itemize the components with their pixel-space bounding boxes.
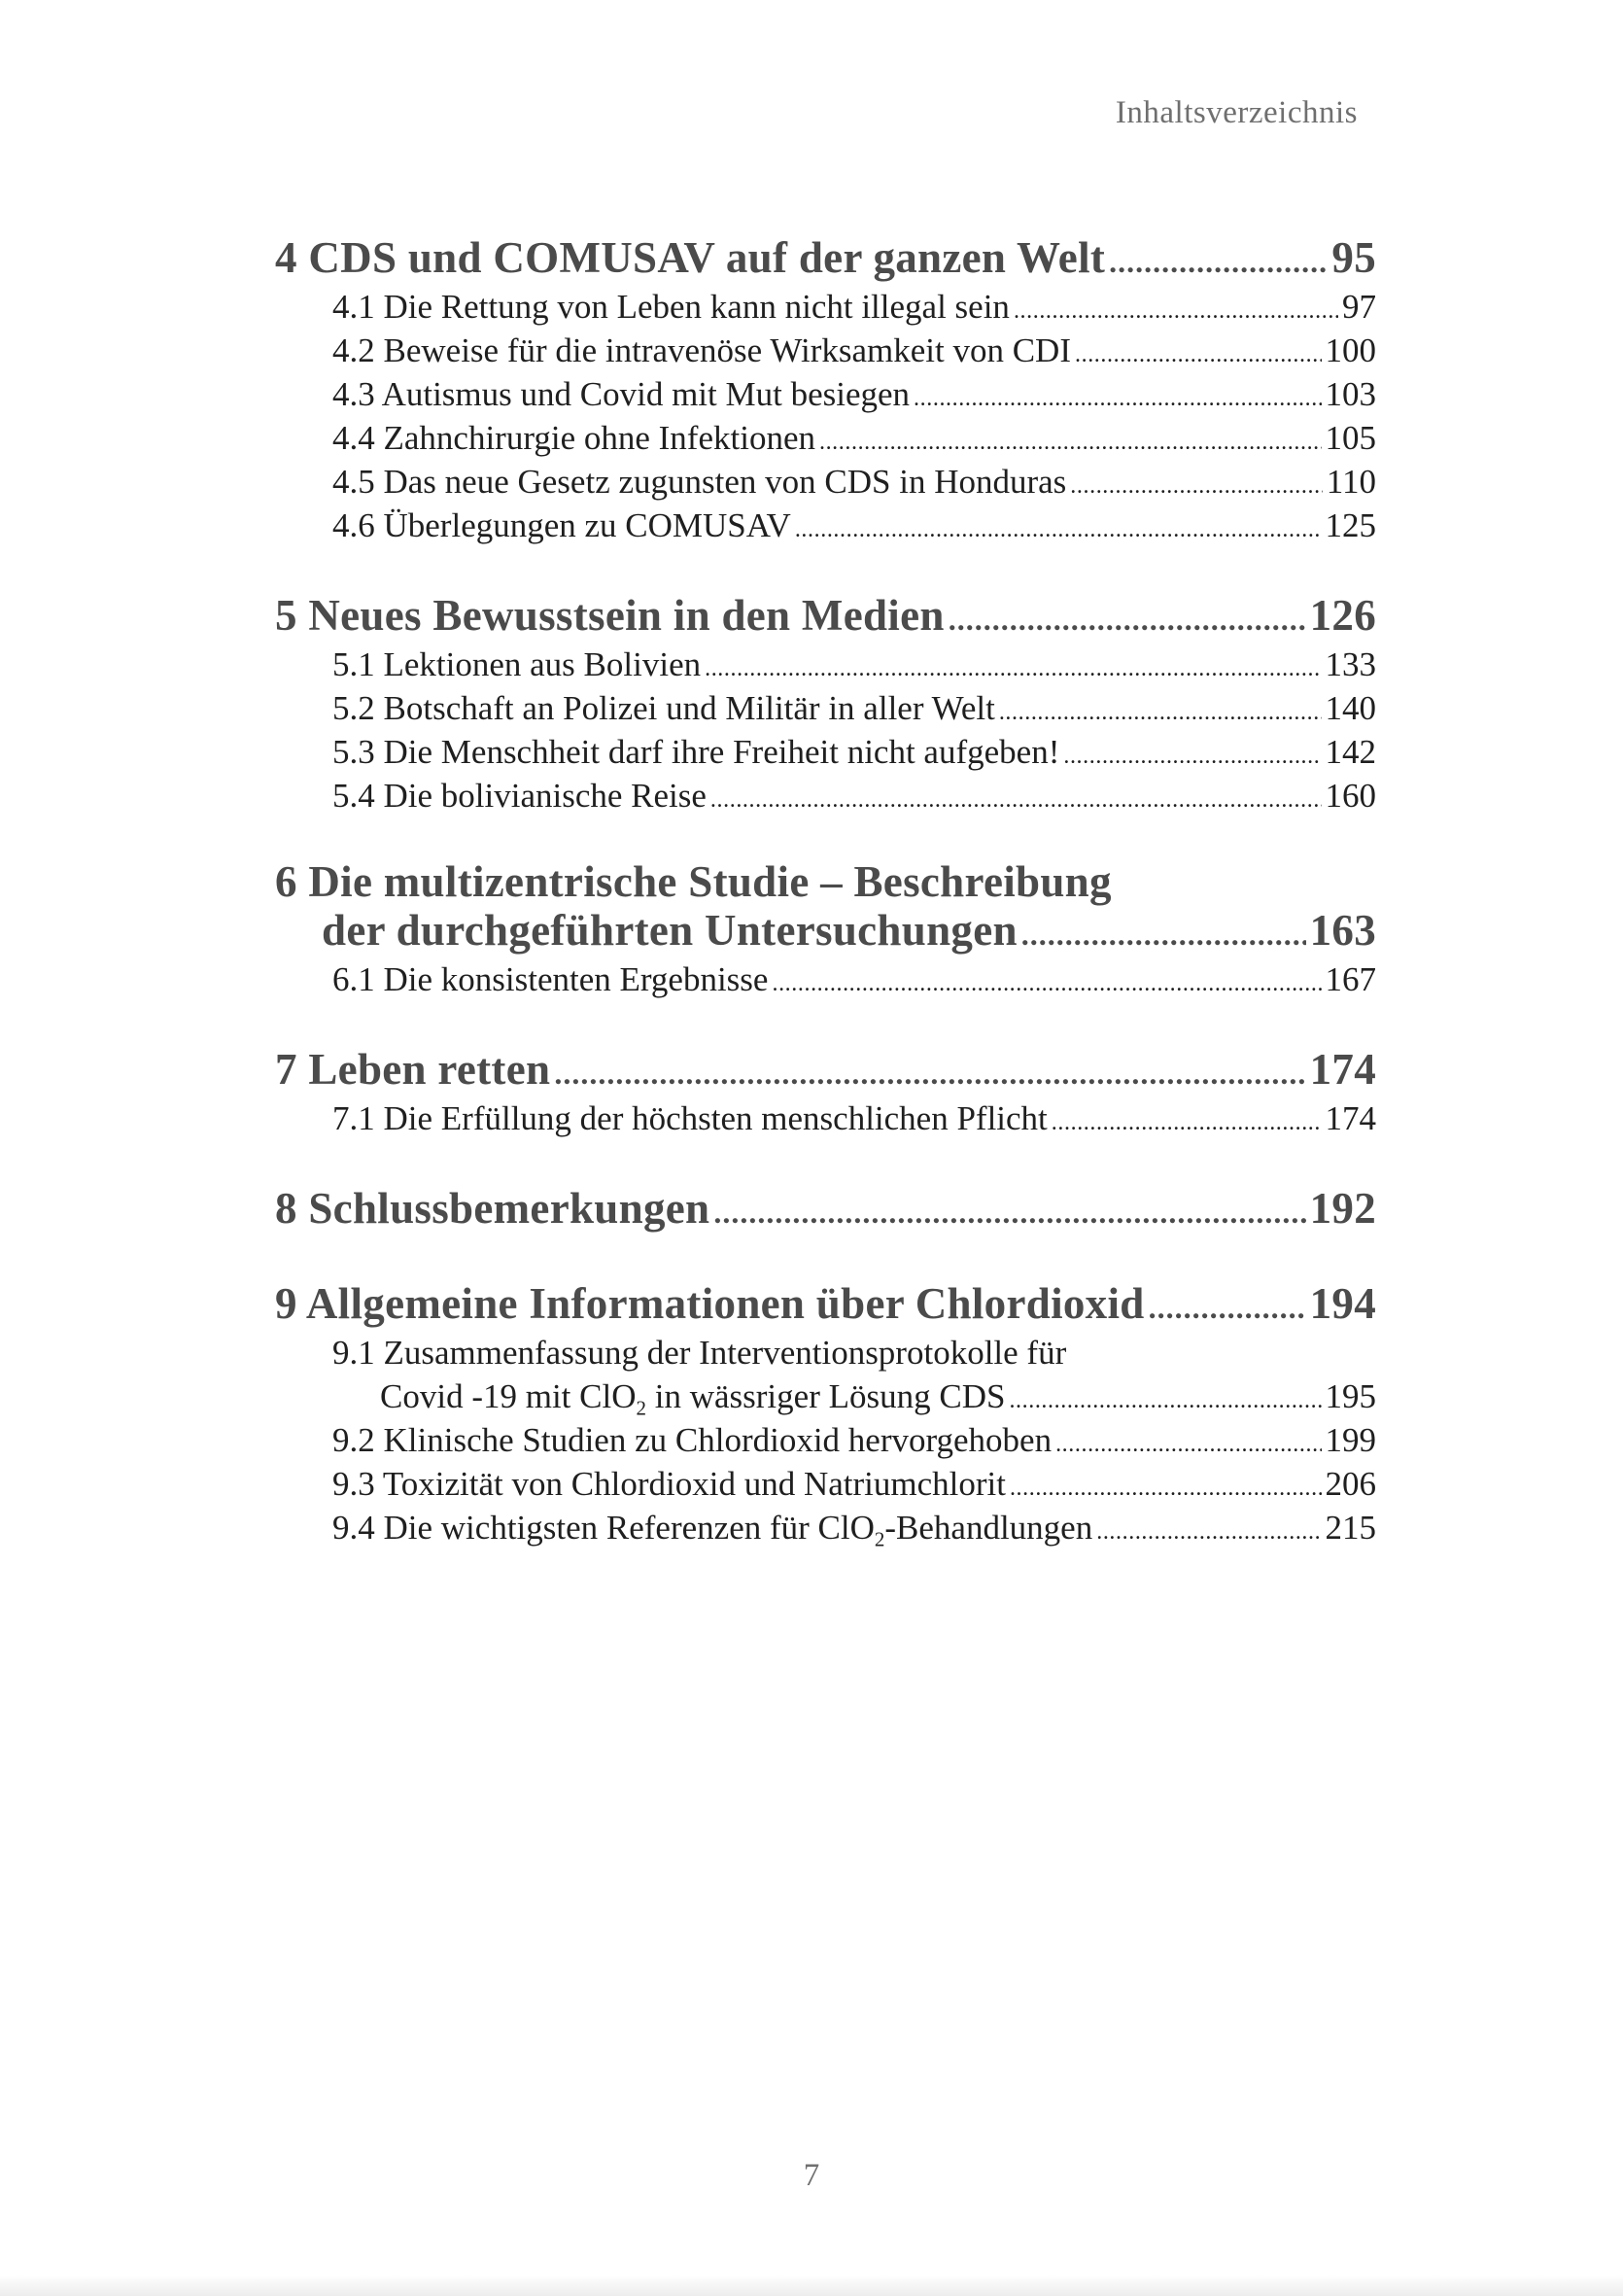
- dot-leader: [554, 1047, 1305, 1100]
- toc-section-entry[interactable]: [275, 774, 1376, 818]
- section-title: 9.1 Zusammenfassung der Interventionsprotokolle für: [332, 1334, 1067, 1372]
- toc-section-entry[interactable]: [275, 416, 1376, 460]
- toc-chapter-heading[interactable]: [275, 1182, 1376, 1235]
- section-title-continued: [380, 1374, 1005, 1418]
- section-title: 6.1 Die konsistenten Ergebnisse: [332, 960, 769, 998]
- dot-leader: [1055, 1423, 1321, 1467]
- chapter-title: 7 Leben retten: [275, 1045, 551, 1094]
- section-page-number: 142: [1325, 733, 1376, 771]
- section-title: 5.2 Botschaft an Polizei und Militär in aller Welt: [332, 689, 995, 727]
- chapter-title: 9 Allgemeine Informationen über Chlordioxid: [275, 1279, 1145, 1328]
- section-title: 7.1 Die Erfüllung der höchsten menschlichen Pflicht: [332, 1099, 1048, 1137]
- chapter-page-number: 163: [1309, 906, 1376, 955]
- toc-section-entry-line-1[interactable]: [275, 1331, 1376, 1374]
- toc-chapter-6: [275, 859, 1376, 1001]
- toc-section-entry[interactable]: [275, 730, 1376, 774]
- section-page-number: 125: [1325, 506, 1376, 544]
- chapter-page-number: 126: [1309, 591, 1376, 640]
- dot-leader: [914, 377, 1321, 421]
- section-title: 5.3 Die Menschheit darf ihre Freiheit nicht aufgeben!: [332, 733, 1060, 771]
- toc-chapter-8: [275, 1182, 1376, 1235]
- section-title: 9.3 Toxizität von Chlordioxid und Natriumchlorit: [332, 1465, 1006, 1503]
- dot-leader: [1014, 290, 1338, 333]
- section-page-number: 97: [1342, 288, 1376, 326]
- table-of-contents: [275, 231, 1376, 1591]
- toc-section-entry[interactable]: [275, 372, 1376, 416]
- section-page-number: 199: [1325, 1421, 1376, 1459]
- section-page-number: 195: [1325, 1377, 1376, 1415]
- dot-leader: [1070, 465, 1323, 508]
- chapter-title: 5 Neues Bewusstsein in den Medien: [275, 591, 945, 640]
- section-title-part: 9.4 Die wichtigsten Referenzen für ClO: [332, 1509, 875, 1547]
- dot-leader: [1063, 735, 1321, 779]
- chapter-page-number: 194: [1309, 1279, 1376, 1328]
- toc-section-entry[interactable]: [275, 285, 1376, 329]
- toc-section-entry[interactable]: [275, 329, 1376, 372]
- section-page-number: 206: [1325, 1465, 1376, 1503]
- toc-chapter-heading[interactable]: [275, 589, 1376, 643]
- subscript: 2: [636, 1396, 646, 1420]
- section-title-part: -Behandlungen: [884, 1509, 1093, 1547]
- dot-leader: [1010, 1467, 1322, 1511]
- dot-leader: [1075, 333, 1322, 377]
- toc-section-entry[interactable]: [275, 1462, 1376, 1506]
- toc-chapter-heading-line-2[interactable]: [275, 904, 1376, 957]
- toc-section-entry[interactable]: [275, 504, 1376, 547]
- chapter-title: 4 CDS und COMUSAV auf der ganzen Welt: [275, 233, 1106, 282]
- section-title: 4.4 Zahnchirurgie ohne Infektionen: [332, 419, 815, 457]
- section-page-number: 174: [1325, 1099, 1376, 1137]
- section-page-number: 167: [1325, 960, 1376, 998]
- subscript: 2: [874, 1527, 885, 1551]
- page-number: 7: [803, 2158, 820, 2193]
- toc-section-entry-line-2[interactable]: [275, 1374, 1376, 1418]
- dot-leader: [1052, 1101, 1322, 1145]
- section-title: 9.2 Klinische Studien zu Chlordioxid hervorgehoben: [332, 1421, 1053, 1459]
- dot-leader: [1021, 908, 1306, 961]
- dot-leader: [949, 593, 1306, 646]
- section-page-number: 100: [1325, 331, 1376, 369]
- section-page-number: 110: [1326, 463, 1376, 501]
- section-title-part: in wässriger Lösung CDS: [646, 1377, 1006, 1415]
- dot-leader: [819, 421, 1322, 465]
- section-page-number: 215: [1325, 1509, 1376, 1547]
- chapter-page-number: 192: [1309, 1184, 1376, 1233]
- dot-leader: [772, 962, 1321, 1006]
- running-head: Inhaltsverzeichnis: [1115, 95, 1358, 130]
- toc-chapter-9: [275, 1277, 1376, 1549]
- chapter-title-continued: der durchgeführten Untersuchungen: [322, 906, 1018, 955]
- section-page-number: 140: [1325, 689, 1376, 727]
- section-page-number: 160: [1325, 777, 1376, 815]
- toc-section-entry[interactable]: [275, 1506, 1376, 1549]
- toc-chapter-4: [275, 231, 1376, 547]
- dot-leader: [705, 647, 1321, 691]
- section-title: [332, 1506, 1092, 1549]
- dot-leader: [713, 1186, 1305, 1239]
- section-title: 5.4 Die bolivianische Reise: [332, 777, 707, 815]
- dot-leader: [999, 691, 1322, 735]
- dot-leader: [1009, 1379, 1321, 1423]
- chapter-page-number: 95: [1331, 233, 1376, 282]
- section-title: 4.5 Das neue Gesetz zugunsten von CDS in Honduras: [332, 463, 1067, 501]
- toc-chapter-7: [275, 1043, 1376, 1140]
- section-title: 4.6 Überlegungen zu COMUSAV: [332, 506, 791, 544]
- section-title-part: Covid -19 mit ClO: [380, 1377, 637, 1415]
- toc-chapter-heading[interactable]: [275, 1043, 1376, 1096]
- toc-section-entry[interactable]: [275, 686, 1376, 730]
- section-title: 5.1 Lektionen aus Bolivien: [332, 645, 702, 683]
- section-page-number: 103: [1325, 375, 1376, 413]
- toc-chapter-5: [275, 589, 1376, 818]
- section-page-number: 133: [1325, 645, 1376, 683]
- dot-leader: [1149, 1281, 1306, 1335]
- toc-section-entry[interactable]: [275, 957, 1376, 1001]
- chapter-title: 8 Schlussbemerkungen: [275, 1184, 710, 1233]
- chapter-page-number: 174: [1309, 1045, 1376, 1094]
- dot-leader: [710, 779, 1322, 822]
- section-title: 4.3 Autismus und Covid mit Mut besiegen: [332, 375, 911, 413]
- toc-chapter-heading-line-1[interactable]: [275, 859, 1376, 904]
- section-page-number: 105: [1325, 419, 1376, 457]
- dot-leader: [1109, 235, 1328, 289]
- toc-chapter-heading[interactable]: [275, 231, 1376, 285]
- toc-section-entry[interactable]: [275, 1096, 1376, 1140]
- toc-section-entry[interactable]: [275, 643, 1376, 686]
- dot-leader: [1096, 1511, 1321, 1554]
- toc-section-entry[interactable]: [275, 460, 1376, 504]
- chapter-title: 6 Die multizentrische Studie – Beschreibung: [275, 857, 1112, 906]
- dot-leader: [795, 508, 1322, 552]
- page-edge-shadow: [0, 2275, 1623, 2296]
- toc-chapter-heading[interactable]: [275, 1277, 1376, 1331]
- section-title: 4.2 Beweise für die intravenöse Wirksamkeit von CDI: [332, 331, 1071, 369]
- section-title: 4.1 Die Rettung von Leben kann nicht illegal sein: [332, 288, 1010, 326]
- toc-section-entry[interactable]: [275, 1418, 1376, 1462]
